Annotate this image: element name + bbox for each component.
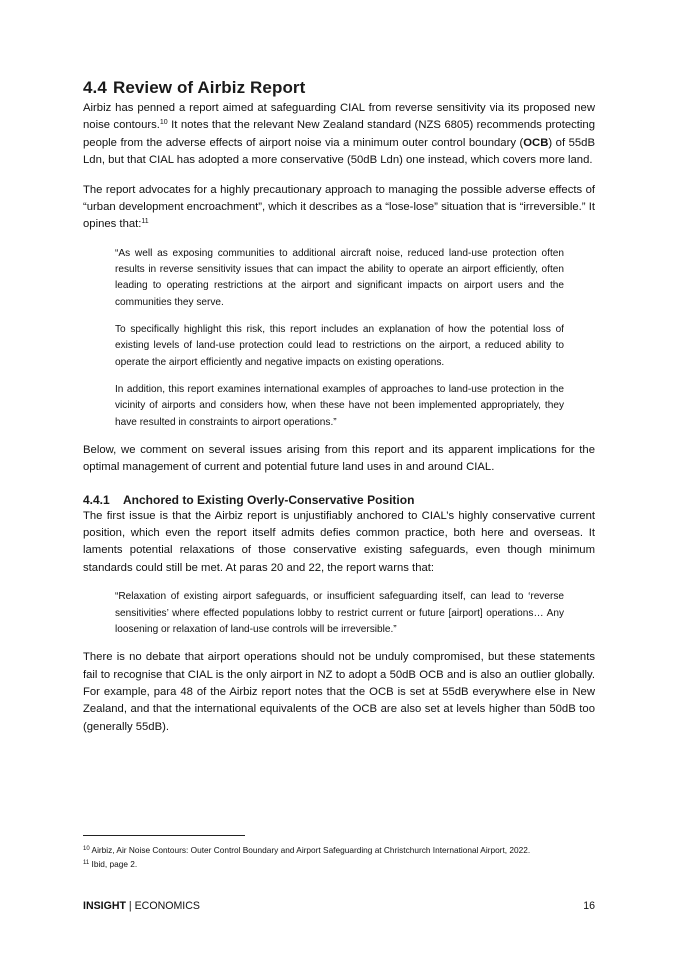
brand-separator: | <box>125 900 135 912</box>
ocb-abbrev: OCB <box>523 136 549 149</box>
footnotes <box>83 844 603 871</box>
section-number: 4.4 <box>83 78 107 97</box>
footnote-text: Ibid, page 2. <box>89 858 138 869</box>
quote-paragraph: “Relaxation of existing airport safeguards, or insufficient safeguarding itself, can lead to ‘reverse sensitivities’ where effected populations lobby to restrict current or future [airport] operations… Any loosening or relaxation of land-use controls will be irreversible.” <box>115 591 564 635</box>
quote-paragraph: To specifically highlight this risk, this report includes an explanation of how the potential loss of existing levels of land-use protection could lead to restrictions on the airport, a reduced ability to operate the airport efficiently and negative impacts on existing operations. <box>115 324 564 368</box>
footnote-ref-11[interactable]: 11 <box>141 218 149 226</box>
paragraph-text: ) of 55dB Ldn, but that CIAL has adopted a more conservative (50dB Ldn) one instead, which covers more land. <box>83 136 595 167</box>
paragraph-no-debate: There is no debate that airport operations should not be unduly compromised, but these statements fail to recognise that CIAL is the only airport in NZ to adopt a 50dB OCB and is also an outlier globally. For example, para 48 of the Airbiz report notes that the OCB is set at 55dB everywhere else in New Zealand, and that the international equivalents of the OCB are also set at levels higher than 50dB too (generally 55dB). <box>83 651 595 733</box>
quote-paragraph: In addition, this report examines international examples of approaches to land-use protection in the vicinity of airports and considers how, when these have not been implemented appropriately, they have resulted in constraints to airport operations.” <box>115 383 564 428</box>
footer-brand <box>83 900 200 912</box>
footnote-text: Airbiz, Air Noise Contours: Outer Control Boundary and Airport Safeguarding at Christchurch International Airport, 2022. <box>89 845 531 855</box>
paragraph-intro <box>83 100 595 170</box>
section-heading <box>83 78 595 98</box>
paragraph-text: It notes that the relevant New Zealand standard (NZS 6805) recommends protecting people from the adverse effects of airport noise via a minimum outer control boundary ( <box>83 119 595 149</box>
footnote-10 <box>83 844 603 858</box>
paragraph-advocates <box>83 182 595 234</box>
footnote-number: 11 <box>83 859 90 866</box>
footnote-ref-10[interactable]: 10 <box>159 119 168 127</box>
quote-paragraph: “As well as exposing communities to additional aircraft noise, reduced land-use protection often results in reverse sensitivity issues that can impact the ability to operate an airport efficiently, often leading to operating restrictions at the airport and significant impacts on airport users and the communities they serve. <box>115 247 564 308</box>
paragraph-text: The report advocates for a highly precautionary approach to managing the possible adverse effects of “urban development encroachment”, which it describes as a “lose-lose” situation that is “irreversible.” It opines that: <box>83 183 595 231</box>
brand-bold: INSIGHT <box>83 900 126 912</box>
block-quote-1 <box>115 246 564 431</box>
subsection-heading <box>83 493 595 507</box>
paragraph-below: Below, we comment on several issues arising from this report and its apparent implications for the optimal management of current and potential future land uses in and around CIAL. <box>83 443 595 474</box>
subsection-title: Anchored to Existing Overly-Conservative Position <box>123 492 415 507</box>
paragraph-text: Airbiz has penned a report aimed at safeguarding CIAL from reverse sensitivity via its proposed new noise contours. <box>83 102 595 132</box>
page-footer <box>83 900 595 912</box>
brand-rest: ECONOMICS <box>134 900 200 912</box>
footnote-divider <box>83 835 245 836</box>
section-title: Review of Airbiz Report <box>112 78 306 97</box>
page-number: 16 <box>583 900 595 912</box>
subsection-number: 4.4.1 <box>83 492 110 507</box>
document-page <box>83 78 595 748</box>
block-quote-2 <box>115 589 564 638</box>
footnote-number: 10 <box>83 846 90 852</box>
footnote-11 <box>83 858 603 872</box>
paragraph-first-issue: The first issue is that the Airbiz report is unjustifiably anchored to CIAL’s highly conservative current position, which even the report itself admits defies common practice, both here and overseas. It laments potential relaxations of those conservative existing safeguards, even though minimum standards could still be met. At paras 20 and 22, the report warns that: <box>83 509 595 574</box>
